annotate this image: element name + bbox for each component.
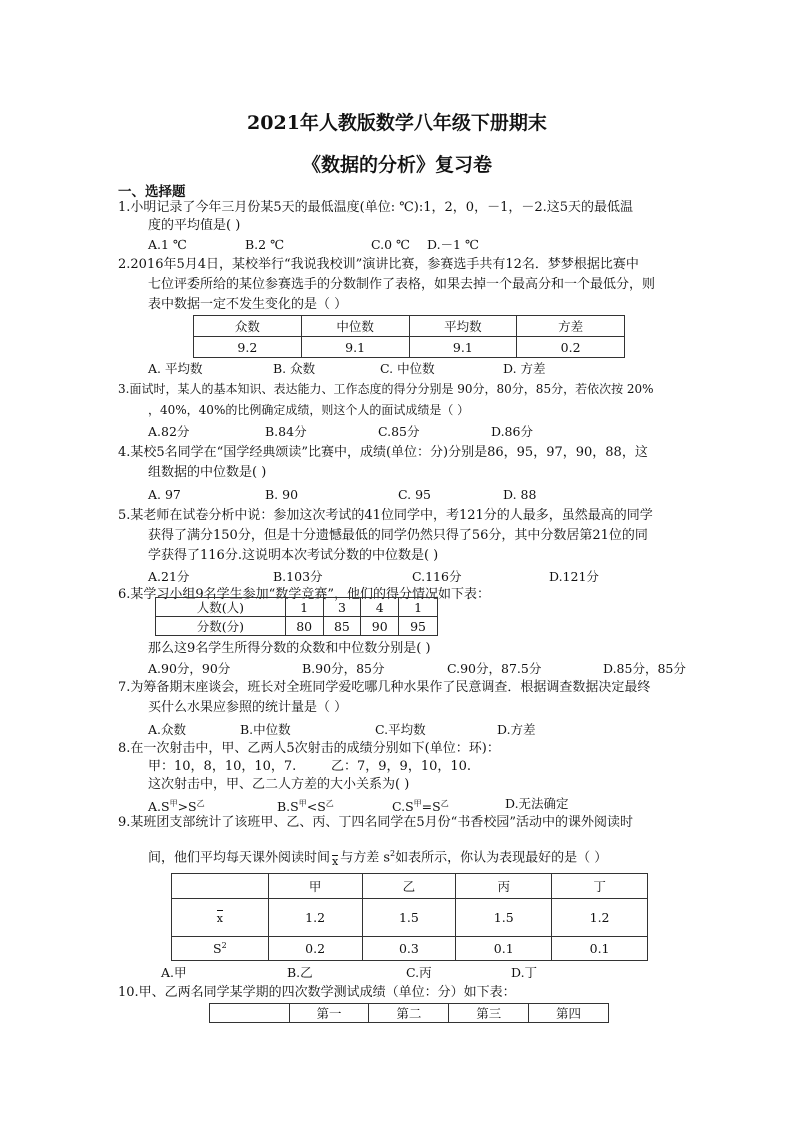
q8-line-2b: 乙：7，9，9，10，10. [331, 759, 472, 774]
q9-row-label-mean: x [172, 899, 269, 937]
q7-line-2: 买什么水果应参照的统计量是（ ） [148, 700, 348, 715]
q9-option-c: C.丙 [406, 965, 432, 980]
q4-option-b: B. 90 [265, 487, 299, 502]
q2-header-mean: 平均数 [409, 316, 517, 337]
q9-row-label-variance: $S^2$ [172, 937, 269, 961]
q7-line-1: 7.为筹备期末座谈会，班长对全班同学爱吃哪几种水果作了民意调查．根据调查数据决定最终 [118, 680, 651, 695]
q6-count-cell: 1 [285, 598, 323, 617]
q1-option-d: D.－1 ℃ [427, 237, 479, 252]
q10-header-fourth: 第四 [529, 1004, 609, 1023]
q4-line-1: 4.某校5名同学在“国学经典颂读”比赛中，成绩(单位：分)分别是86，95，97，90，88，这 [118, 445, 648, 460]
q8-option-b: $B.S^甲<S^乙$ [277, 799, 334, 815]
q2-line-2: 七位评委所给的某位参赛选手的分数制作了表格，如果去掉一个最高分和一个最低分，则 [148, 277, 656, 292]
q8-option-a: $A.S^甲>S^乙$ [148, 799, 205, 815]
q7-option-b: B.中位数 [240, 722, 291, 737]
q3-line-1: 3.面试时，某人的基本知识、表达能力、工作态度的得分分别是 90分，80分，85分，若依次按 20% [118, 382, 654, 396]
q1-option-c: C.0 ℃ [371, 237, 411, 252]
q9-header-bing: 丙 [456, 874, 552, 899]
q9-header-jia: 甲 [268, 874, 362, 899]
q3-line-2: ，40%，40%的比例确定成绩，则这个人的面试成绩是（ ） [148, 403, 470, 417]
q9-header-ding: 丁 [552, 874, 648, 899]
q9-variance-cell: 0.3 [362, 937, 456, 961]
q7-option-d: D.方差 [497, 722, 536, 737]
q1-line-1: 1.小明记录了今年三月份某5天的最低温度(单位: ℃):1，2，0，－1，－2.这5天的最低温 [118, 200, 634, 215]
q8-option-d: D.无法确定 [505, 796, 569, 811]
q8-line-1: 8.在一次射击中，甲、乙两人5次射击的成绩分别如下(单位：环)： [118, 741, 500, 756]
q2-header-mode: 众数 [194, 316, 302, 337]
q6-score-cell: 80 [285, 617, 323, 636]
q8-line-3: 这次射击中，甲、乙二人方差的大小关系为( ) [148, 777, 410, 792]
q8-line-2a: 甲：10，8，10，10，7. [148, 759, 297, 774]
q2-value-mode: 9.2 [194, 337, 302, 358]
q4-line-2: 组数据的中位数是( ) [148, 465, 267, 480]
q4-option-a: A. 97 [148, 487, 181, 502]
q5-line-3: 学获得了116分.这说明本次考试分数的中位数是( ) [148, 548, 439, 563]
q9-line-2-part-b: 与方差 s [340, 850, 391, 866]
q10-header-third: 第三 [449, 1004, 529, 1023]
q5-option-c: C.116分 [412, 569, 462, 584]
q3-option-d: D.86分 [491, 424, 533, 439]
q9-mean-cell: 1.5 [456, 899, 552, 937]
q2-header-median: 中位数 [301, 316, 409, 337]
q9-option-b: B.乙 [287, 965, 313, 980]
q3-option-a: A.82分 [148, 424, 190, 439]
q2-value-variance: 0.2 [517, 337, 625, 358]
q6-count-cell: 4 [361, 598, 399, 617]
q6-option-d: D.85分，85分 [603, 661, 686, 676]
q9-variance-cell: 0.1 [552, 937, 648, 961]
q6-row-label-score: 分数(分) [156, 617, 286, 636]
q2-line-3: 表中数据一定不发生变化的是（ ） [148, 297, 348, 312]
title-line-2: 《数据的分析》复习卷 [301, 154, 492, 176]
q9-line-2-part-c: 如表所示，你认为表现最好的是（ ） [395, 850, 608, 866]
q2-option-a: A. 平均数 [148, 361, 203, 376]
q1-option-b: B.2 ℃ [245, 237, 285, 252]
q9-line-2-part-a: 间，他们平均每天课外阅读时间 [148, 850, 331, 866]
q9-reading-table [171, 873, 648, 961]
q9-option-d: D.丁 [511, 965, 538, 980]
q6-score-cell: 90 [361, 617, 399, 636]
q10-header-second: 第二 [369, 1004, 449, 1023]
q10-header-first: 第一 [289, 1004, 369, 1023]
q6-row-label-count: 人数(人) [156, 598, 286, 617]
q9-line-2: 间，他们平均每天课外阅读时间 x 与方差 $s^2$如表所示，你认为表现最好的是（ ） [148, 849, 608, 869]
q1-option-a: A.1 ℃ [148, 237, 187, 252]
q8-option-c: $C.S^甲=S^乙$ [392, 799, 449, 815]
q5-line-1: 5.某老师在试卷分析中说：参加这次考试的41位同学中，考121分的人最多，虽然最高的同学 [118, 508, 653, 523]
q5-option-b: B.103分 [273, 569, 323, 584]
q6-score-cell: 85 [323, 617, 361, 636]
q2-option-d: D. 方差 [503, 361, 546, 376]
q6-count-cell: 1 [399, 598, 438, 617]
q6-line-2: 那么这9名学生所得分数的众数和中位数分别是( ) [148, 641, 431, 656]
q2-option-c: C. 中位数 [380, 361, 435, 376]
q4-option-d: D. 88 [503, 487, 537, 502]
q10-line-1: 10.甲、乙两名同学某学期的四次数学测试成绩（单位：分）如下表： [118, 985, 516, 1000]
q2-stats-table [193, 315, 625, 358]
q9-mean-cell: 1.5 [362, 899, 456, 937]
q6-score-table [155, 597, 438, 636]
q6-option-c: C.90分，87.5分 [447, 661, 542, 676]
q9-mean-cell: 1.2 [268, 899, 362, 937]
q2-header-variance: 方差 [517, 316, 625, 337]
q6-option-a: A.90分，90分 [148, 661, 231, 676]
q6-score-cell: 95 [399, 617, 438, 636]
q1-line-2: 度的平均值是( ) [148, 218, 241, 233]
q9-mean-cell: 1.2 [552, 899, 648, 937]
q5-option-a: A.21分 [148, 569, 190, 584]
q9-header-yi: 乙 [362, 874, 456, 899]
q5-option-d: D.121分 [549, 569, 599, 584]
q9-option-a: A.甲 [161, 965, 187, 980]
q3-option-c: C.85分 [378, 424, 420, 439]
q2-value-mean: 9.1 [409, 337, 517, 358]
q2-line-1: 2.2016年5月4日，某校举行“我说我校训”演讲比赛，参赛选手共有12名．梦梦根据比赛中 [118, 257, 639, 272]
section-heading: 一、选择题 [118, 184, 186, 200]
q2-value-median: 9.1 [301, 337, 409, 358]
q7-option-a: A.众数 [148, 722, 187, 737]
q3-option-b: B.84分 [265, 424, 307, 439]
q10-score-table [209, 1003, 609, 1023]
q6-line-1: 6.某学习小组9名学生参加“数学竞赛”，他们的得分情况如下表： [118, 587, 490, 602]
q4-option-c: C. 95 [398, 487, 431, 502]
q9-mean-symbol: x [332, 855, 339, 869]
q6-count-cell: 3 [323, 598, 361, 617]
q9-line-1: 9.某班团支部统计了该班甲、乙、丙、丁四名同学在5月份“书香校园”活动中的课外阅读时 [118, 815, 633, 830]
q7-option-c: C.平均数 [375, 722, 426, 737]
q9-variance-cell: 0.1 [456, 937, 552, 961]
q9-variance-cell: 0.2 [268, 937, 362, 961]
q2-option-b: B. 众数 [273, 361, 316, 376]
q6-option-b: B.90分，85分 [302, 661, 385, 676]
q5-line-2: 获得了满分150分，但是十分遗憾最低的同学仍然只得了56分，其中分数居第21位的同 [148, 528, 648, 543]
title-line-1: 2021年人教版数学八年级下册期末 [247, 112, 547, 134]
